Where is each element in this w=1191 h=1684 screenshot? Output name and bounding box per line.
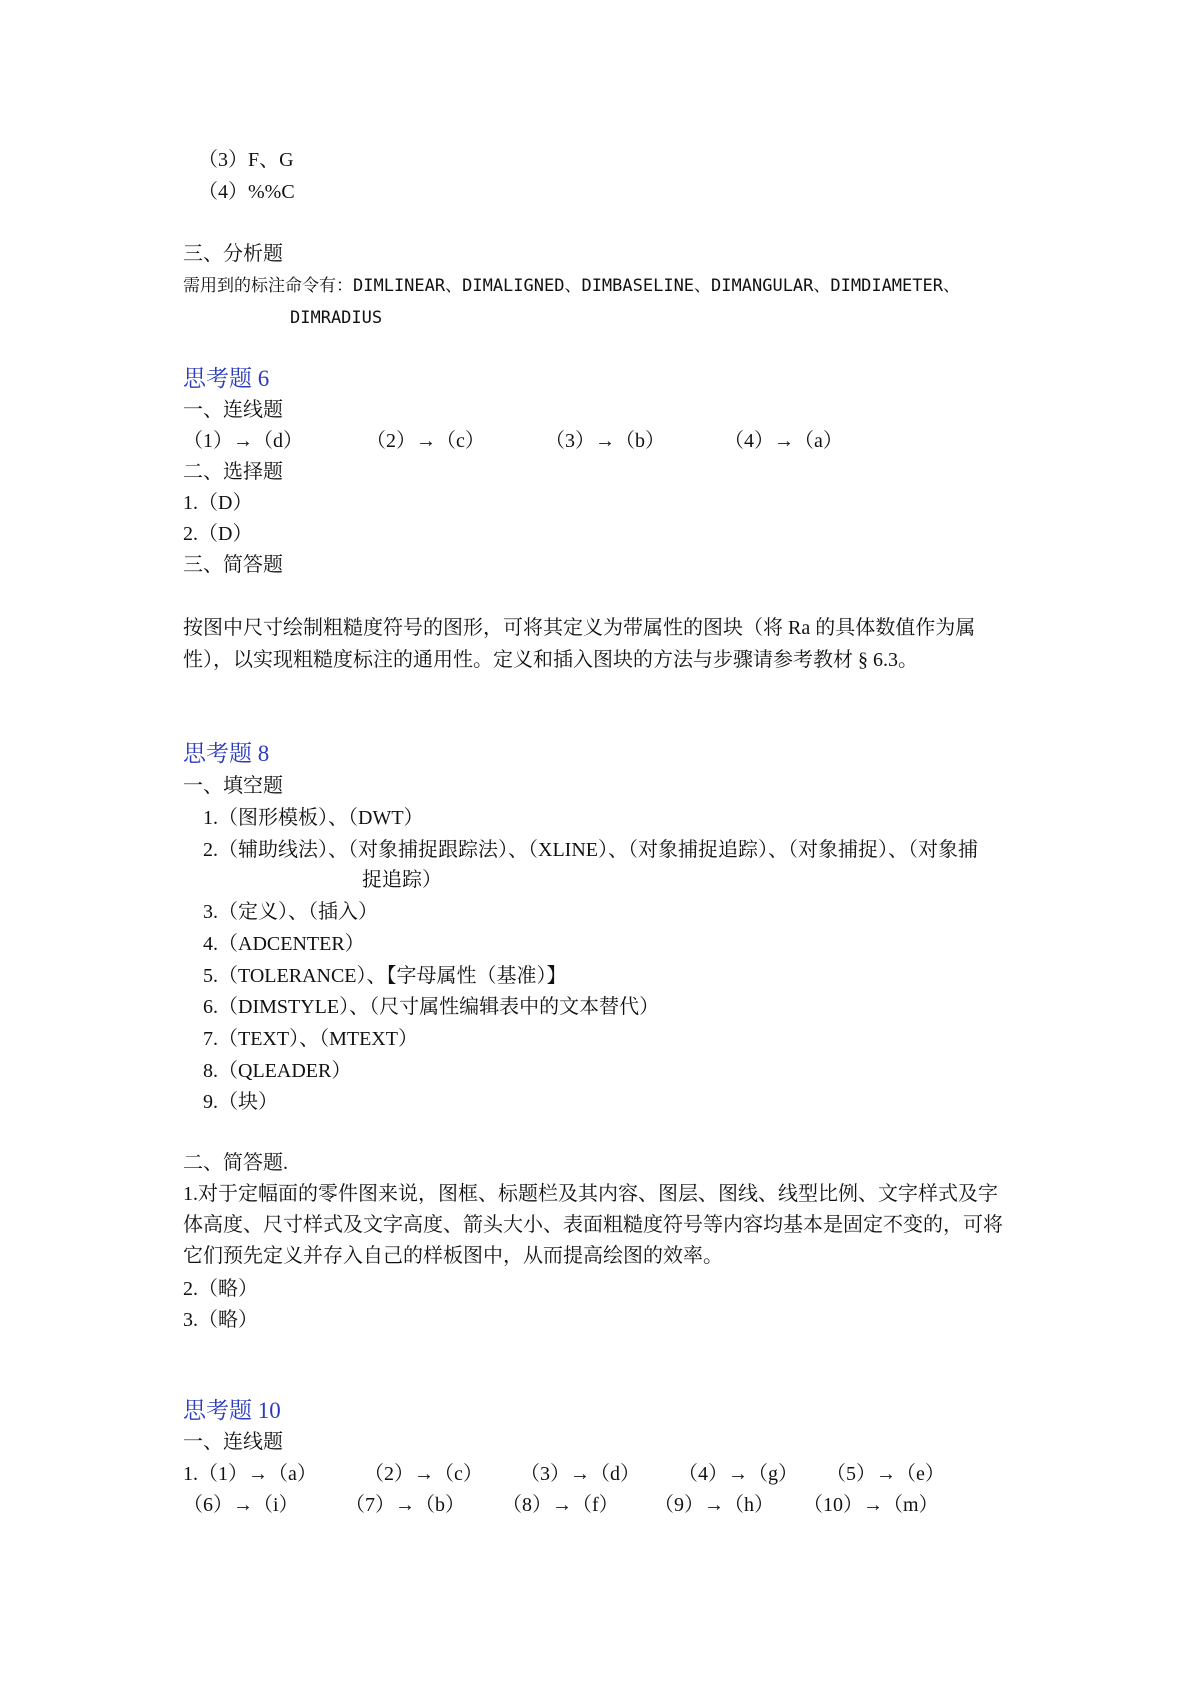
q8-fill-item-7: 7.（TEXT）、（MTEXT） bbox=[203, 1028, 418, 1050]
q10-match-item: （5）→（e） bbox=[826, 1463, 945, 1485]
analysis-line-1: 需用到的标注命令有：DIMLINEAR、DIMALIGNED、DIMBASELINE、DIMANGULAR、DIMDIAMETER、 bbox=[183, 276, 960, 296]
analysis-title: 三、分析题 bbox=[183, 243, 283, 265]
section-heading-q6: 思考题 6 bbox=[183, 366, 270, 391]
q10-match-item: （8）→（f） bbox=[502, 1494, 619, 1516]
analysis-line-2: DIMRADIUS bbox=[290, 308, 383, 328]
q6-match-item: （4）→（a） bbox=[724, 430, 843, 452]
answer-item-4: （4）%%C bbox=[198, 181, 295, 203]
q8-short-answer-2: 2.（略） bbox=[183, 1278, 258, 1300]
q10-match-item: （9）→（h） bbox=[654, 1494, 774, 1516]
q10-match-item: （7）→（b） bbox=[345, 1494, 465, 1516]
q6-match-item: （2）→（c） bbox=[366, 430, 485, 452]
q6-short-title: 三、简答题 bbox=[183, 554, 283, 576]
section-heading-q10: 思考题 10 bbox=[183, 1398, 281, 1423]
q6-match-item: （1）→（d） bbox=[183, 430, 303, 452]
q8-fill-item-9: 9.（块） bbox=[203, 1091, 278, 1113]
q10-match-item: （2）→（c） bbox=[364, 1463, 483, 1485]
q6-match-title: 一、连线题 bbox=[183, 399, 283, 421]
q10-match-item: （4）→（g） bbox=[678, 1463, 798, 1485]
q8-fill-item-4: 4.（ADCENTER） bbox=[203, 933, 365, 955]
q10-match-item: （3）→（d） bbox=[520, 1463, 640, 1485]
q8-fill-item-2: 2.（辅助线法）、（对象捕捉跟踪法）、（XLINE）、（对象捕捉追踪）、（对象捕捉）、（对象捕 bbox=[203, 839, 978, 861]
q6-choice-2: 2.（D） bbox=[183, 523, 253, 545]
q8-fill-item-8: 8.（QLEADER） bbox=[203, 1060, 352, 1082]
q8-fill-item-6: 6.（DIMSTYLE）、（尺寸属性编辑表中的文本替代） bbox=[203, 996, 660, 1018]
q8-short-answer-1: 1.对于定幅面的零件图来说，图框、标题栏及其内容、图层、图线、线型比例、文字样式及字体高度、尺寸样式及文字高度、箭头大小、表面粗糙度符号等内容均基本是固定不变的，可将它们预先定义并存入自己的样板图中，从而提高绘图的效率。 bbox=[183, 1183, 1003, 1267]
q8-fill-title: 一、填空题 bbox=[183, 775, 283, 797]
q6-choice-1: 1.（D） bbox=[183, 492, 253, 514]
q8-short-answer-3: 3.（略） bbox=[183, 1309, 258, 1331]
q6-choice-title: 二、选择题 bbox=[183, 461, 283, 483]
section-heading-q8: 思考题 8 bbox=[183, 741, 270, 766]
q10-match-item: 1.（1）→（a） bbox=[183, 1463, 317, 1485]
q8-fill-item-1: 1.（图形模板）、（DWT） bbox=[203, 807, 424, 829]
q8-fill-item-3: 3.（定义）、（插入） bbox=[203, 901, 378, 923]
q10-match-item: （10）→（m） bbox=[803, 1494, 939, 1516]
q10-match-item: （6）→（i） bbox=[183, 1494, 299, 1516]
q8-fill-item-2-cont: 捉追踪） bbox=[362, 869, 442, 891]
q10-match-title: 一、连线题 bbox=[183, 1431, 283, 1453]
q8-fill-item-5: 5.（TOLERANCE）、【字母属性（基准）】 bbox=[203, 965, 567, 987]
answer-item-3: （3）F、G bbox=[198, 149, 294, 171]
q6-short-answer: 按图中尺寸绘制粗糙度符号的图形，可将其定义为带属性的图块（将 Ra 的具体数值作为属性），以实现粗糙度标注的通用性。定义和插入图块的方法与步骤请参考教材 § 6.3。 bbox=[183, 617, 976, 671]
q6-match-item: （3）→（b） bbox=[545, 430, 665, 452]
q8-short-title: 二、简答题. bbox=[183, 1152, 288, 1174]
